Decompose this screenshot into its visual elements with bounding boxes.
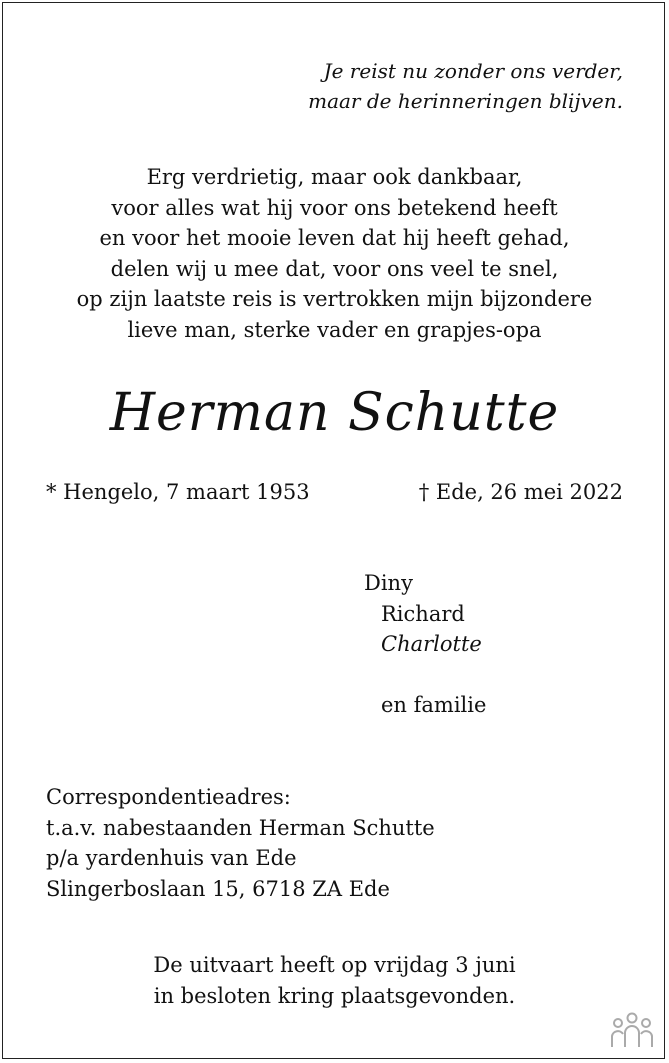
address-line-1: Correspondentieadres: [46, 785, 291, 809]
intro-line-2: voor alles wat hij voor ons betekend heeft [111, 195, 558, 220]
family-list [364, 568, 486, 721]
people-group-icon [609, 1011, 655, 1049]
intro-line-3: en voor het mooie leven dat hij heeft gehad, [99, 226, 570, 250]
family-grandchild: Charlotte [381, 632, 482, 656]
family-child: Richard [381, 601, 465, 626]
deceased-name: Herman Schutte [109, 383, 560, 443]
address-line-2: t.a.v. nabestaanden Herman Schutte [46, 815, 435, 840]
intro-line-5: op zijn laatste reis is vertrokken mijn bijzondere [76, 287, 593, 311]
intro-line-6: lieve man, sterke vader en grapjes-opa [127, 317, 542, 342]
funeral-line-1: De uitvaart heeft op vrijdag 3 juni [153, 953, 516, 977]
funeral-notice [0, 950, 669, 1011]
motto [308, 56, 623, 116]
intro-line-1: Erg verdrietig, maar ook dankbaar, [146, 165, 523, 189]
address-line-3: p/a yardenhuis van Ede [46, 846, 297, 870]
motto-line-1: Je reist nu zonder ons verder, [323, 59, 623, 83]
motto-line-2: maar de herinneringen blijven. [308, 89, 623, 113]
birth-date: * Hengelo, 7 maart 1953 [46, 480, 310, 504]
address-line-4: Slingerboslaan 15, 6718 ZA Ede [46, 876, 390, 901]
family-extended: en familie [381, 693, 487, 717]
correspondence-address [46, 782, 435, 904]
funeral-line-2: in besloten kring plaatsgevonden. [153, 983, 516, 1008]
intro-line-4: delen wij u mee dat, voor ons veel te snel, [110, 256, 559, 281]
family-spouse: Diny [364, 571, 413, 595]
death-date: † Ede, 26 mei 2022 [418, 480, 623, 504]
intro-text [0, 162, 669, 345]
